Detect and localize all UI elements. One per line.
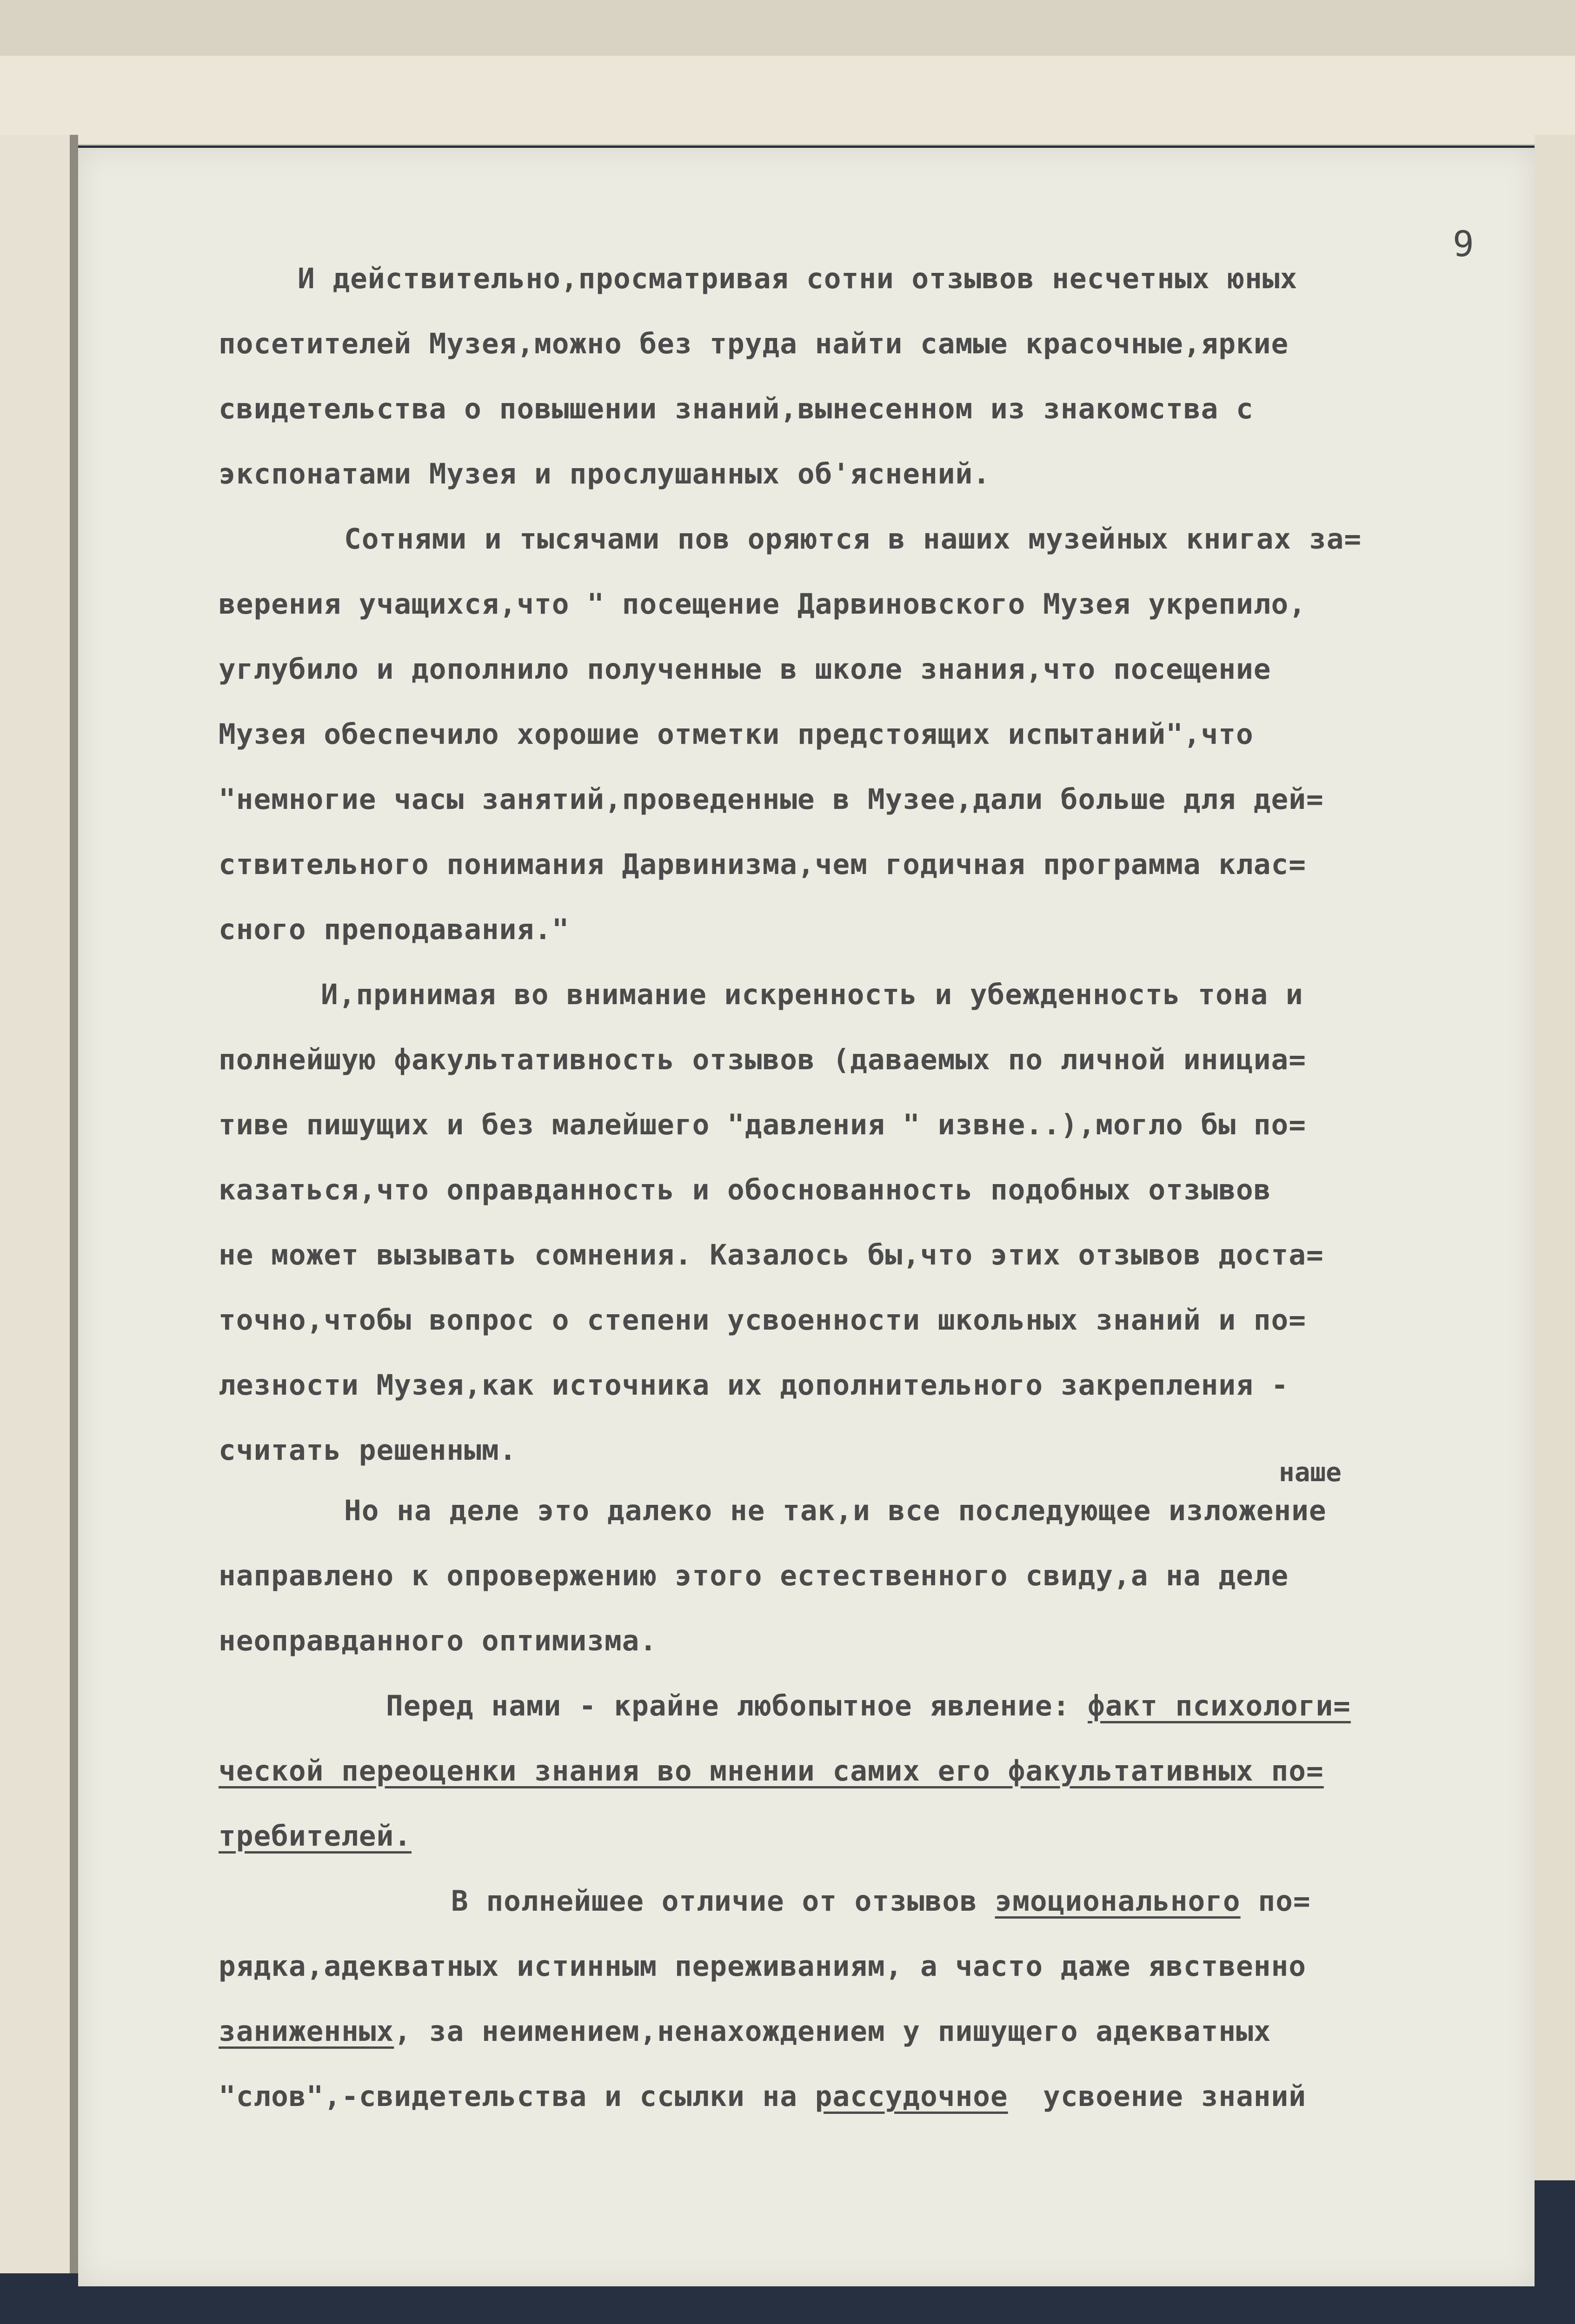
text-segment: , за неимением,ненахождением у пишущего адекватных: [394, 2015, 1271, 2048]
left-sheet-edge: [0, 135, 73, 2273]
text-line: считать решенным.: [219, 1434, 517, 1467]
right-sheet-edge: [1535, 135, 1575, 2180]
text-line: Музея обеспечило хорошие отметки предстоящих испытаний",что: [219, 718, 1254, 751]
text-line: [386, 1688, 1351, 1725]
text-segment: В полнейшее отличие от отзывов: [451, 1885, 995, 1918]
text-line: углубило и дополнило полученные в школе знания,что посещение: [219, 653, 1271, 686]
text-segment: усвоение знаний: [1008, 2080, 1306, 2113]
text-line: [219, 2078, 1306, 2115]
page-number: 9: [1453, 223, 1474, 265]
text-line: сного преподавания.": [219, 913, 570, 946]
text-line: тиве пишущих и без малейшего "давления " извне..),могло бы по=: [219, 1108, 1306, 1141]
text-line: И,принимая во внимание искренность и убежденность тона и: [321, 978, 1303, 1011]
text-segment: Перед нами - крайне любопытное явление:: [386, 1689, 1088, 1722]
handwritten-insertion: наше: [1279, 1457, 1342, 1488]
text-line: свидетельства о повышении знаний,вынесенном из знакомства с: [219, 392, 1254, 425]
underlined-segment: ческой переоценки знания во мнении самих его факультативных по=: [219, 1755, 1324, 1788]
text-segment: "слов",-свидетельства и ссылки на: [219, 2080, 815, 2113]
paper-stack-layer: [0, 112, 1575, 146]
text-line: [219, 1818, 412, 1855]
text-line: "немногие часы занятий,проведенные в Музее,дали больше для дей=: [219, 783, 1324, 816]
text-line: [451, 1883, 1311, 1920]
text-line: не может вызывать сомнения. Казалось бы,что этих отзывов доста=: [219, 1238, 1324, 1271]
text-line: лезности Музея,как источника их дополнительного закрепления -: [219, 1369, 1289, 1402]
text-line: точно,чтобы вопрос о степени усвоенности школьных знаний и по=: [219, 1304, 1306, 1337]
binding-shadow: [70, 135, 78, 2273]
text-line: направлено к опровержению этого естественного свиду,а на деле: [219, 1559, 1289, 1592]
text-line: экспонатами Музея и прослушанных об'яснений.: [219, 457, 990, 490]
text-line: Сотнями и тысячами пов оряются в наших музейных книгах за=: [344, 523, 1362, 556]
text-line: И действительно,просматривая сотни отзывов несчетных юных: [298, 262, 1298, 295]
underlined-segment: требителей.: [219, 1820, 412, 1853]
underlined-segment: эмоционального: [995, 1885, 1241, 1918]
text-line: [219, 1753, 1324, 1790]
text-line: Но на деле это далеко не так,и все последующее изложение: [344, 1494, 1327, 1527]
text-line: посетителей Музея,можно без труда найти самые красочные,яркие: [219, 327, 1289, 360]
text-line: неоправданного оптимизма.: [219, 1624, 658, 1657]
text-line: казаться,что оправданность и обоснованность подобных отзывов: [219, 1173, 1271, 1206]
text-line: рядка,адекватных истинным переживаниям, а часто даже явственно: [219, 1950, 1306, 1983]
text-segment: по=: [1240, 1885, 1311, 1918]
text-line: верения учащихся,что " посещение Дарвиновского Музея укрепило,: [219, 588, 1306, 621]
text-line: полнейшую факультативность отзывов (даваемых по личной инициа=: [219, 1043, 1306, 1076]
text-line: [219, 2013, 1271, 2050]
text-line: ствительного понимания Дарвинизма,чем годичная программа клас=: [219, 848, 1306, 881]
underlined-segment: рассудочное: [815, 2080, 1008, 2113]
underlined-segment: заниженных: [219, 2015, 394, 2048]
underlined-segment: факт психологи=: [1088, 1689, 1351, 1722]
